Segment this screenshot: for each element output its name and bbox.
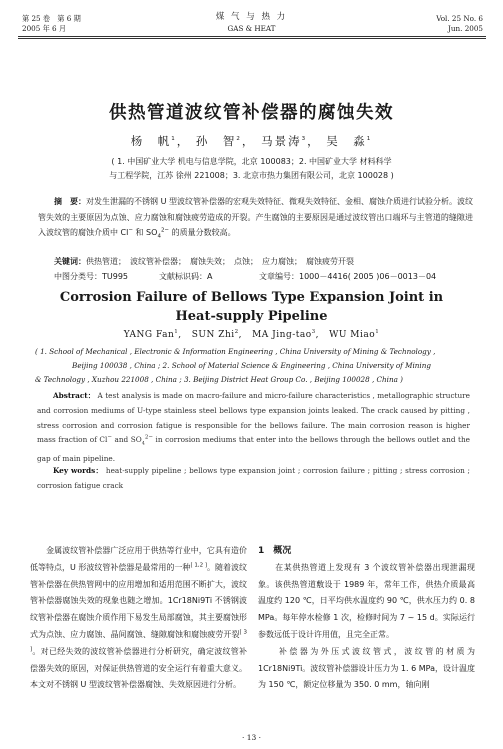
header-rule-thin — [18, 38, 486, 39]
authors-cn: 杨 帆$^1$， 孙 智$^2$， 马景涛$^3$， 吴 淼$^1$ — [130, 134, 373, 148]
abstract-en-label: Abstract： — [53, 391, 96, 400]
sulfate-sub: 4 — [141, 440, 145, 447]
abstract-cn — [38, 194, 473, 245]
body-text: 金属波纹管补偿器广泛应用于供热等行业中，它具有造价低等特点，U 形波纹管补偿器是最常用的一种 — [30, 546, 247, 572]
authors-en: YANG Fan$^1$, SUN Zhi$^2$, MA Jing-tao$^3$, WU Miao$^1$ — [123, 329, 380, 340]
body-left-column — [30, 543, 247, 694]
author-sup: 2 — [234, 329, 239, 335]
affiliation-cn-line: ( 1. 中国矿业大学 机电与信息学院，北京 100083；2. 中国矿业大学 材料科学 — [111, 157, 392, 166]
title-en-line: Corrosion Failure of Bellows Type Expansion Joint in — [59, 290, 444, 305]
author-en: YANG Fan — [123, 330, 175, 340]
title-cn: 供热管道波纹管补偿器的腐蚀失效 — [109, 103, 394, 123]
abstract-cn-label: 摘 要： — [54, 197, 87, 206]
abstract-cn-text: 和 SO — [132, 228, 158, 237]
author-sup: 1 — [174, 329, 179, 335]
article-number: 文章编号：1000－4416( 2005 )06－0013－04 — [259, 272, 437, 281]
body-right-column — [258, 543, 475, 694]
document-code: 文献标识码：A — [159, 272, 213, 281]
citation-ref: [ 1,2 ] — [190, 562, 207, 569]
keywords-en-label: Key words： — [53, 466, 104, 475]
header-rule — [18, 36, 486, 37]
keywords-cn — [54, 256, 354, 267]
author-en: WU Miao — [329, 330, 376, 340]
keywords-cn-label: 关键词： — [54, 257, 86, 266]
author-sup: 3 — [301, 136, 308, 143]
body-paragraph: 补偿器为外压式波纹管式，波纹管的材质为 1Cr18Ni9Ti。波纹管补偿器设计压力为 1. 6 MPa，设计温度为 150 ℃，额定位移量为 350. 0 mm，轴向刚 — [258, 646, 475, 690]
keywords-en-text: heat-supply pipeline ; bellows type expansion joint ; corrosion failure ; pitting ; stress corrosion ; corrosion fatigue crack — [37, 466, 470, 490]
chloride-sup: − — [128, 227, 133, 234]
author-cn: 杨 帆 — [130, 134, 172, 148]
author-sup: 2 — [236, 136, 242, 143]
author-en: SUN Zhi — [191, 330, 235, 340]
abstract-en-text: A test analysis is made on macro-failure and micro-failure characteristics , metallographic structure and corrosion mediums of U-type stainless steel bellows type expansion joints leaked. The crack caused by pitting , stress corrosion and corrosion fatigue is responsible for the bellows failure. The main corrosion reason is higher mass fraction of Cl — [37, 391, 470, 445]
author-cn: 吴 淼 — [326, 134, 367, 148]
chloride-sup: − — [107, 434, 112, 441]
author-sup: 3 — [311, 329, 316, 335]
affiliation-en-line: ( 1. School of Mechanical , Electronic & Information Engineering , China University of Mining & Technology , — [35, 347, 436, 356]
abstract-en — [37, 389, 470, 466]
sulfate-sub: 4 — [157, 233, 161, 240]
author-sup: 1 — [375, 329, 380, 335]
citation-ref: [ 3 ] — [30, 629, 247, 653]
author-en: MA Jing-tao — [252, 330, 312, 340]
body-text: 。随着波纹管补偿器在供热管网中的应用增加和适用范围不断扩大，波纹管补偿器腐蚀失效的现象也随之增加。1Cr18Ni9Ti 不锈钢波纹管补偿器在腐蚀介质作用下易发生局部腐蚀，其主要腐蚀形式为点蚀、应力腐蚀、晶间腐蚀、缝隙腐蚀和腐蚀疲劳开裂 — [30, 562, 247, 639]
affiliation-en-line: Beijing 100038 , China ; 2. School of Material Science & Engineering , China University of Mining — [72, 361, 431, 370]
sulfate-sup: 2− — [160, 227, 170, 234]
header-volume: 第 25 卷 第 6 期 — [22, 14, 81, 23]
title-en-line: Heat-supply Pipeline — [175, 309, 328, 324]
author-sup: 1 — [366, 136, 373, 143]
abstract-en-text: and SO — [111, 435, 142, 445]
abstract-cn-text: 对发生泄漏的不锈钢 U 型波纹管补偿器的宏观失效特征、微观失效特征、金相、腐蚀介质进行试验分析。波纹管失效的主要原因为点蚀、应力腐蚀和腐蚀疲劳造成的开裂。产生腐蚀的主要原因是通过波纹管出口端环与主管道的缝隙进入波纹管的腐蚀介质中 Cl — [38, 197, 474, 237]
title-en — [0, 288, 503, 326]
keywords-cn-text: 供热管道； 波纹管补偿器； 腐蚀失效； 点蚀； 应力腐蚀； 腐蚀疲劳开裂 — [86, 257, 354, 266]
author-sup: 1 — [171, 136, 177, 143]
header-date: 2005 年 6 月 — [22, 24, 67, 33]
abstract-en-text: in corrosion mediums that enter into the bellows through the bellows outlet and the gap of main pipeline. — [37, 435, 470, 463]
page-number: · 13 · — [241, 733, 262, 742]
affiliation-cn-line: 与工程学院，江苏 徐州 221008；3. 北京市热力集团有限公司，北京 100028 ) — [109, 171, 394, 180]
keywords-en — [37, 464, 470, 494]
author-cn: 孙 智 — [195, 134, 237, 148]
header-volume-en: Vol. 25 No. 6 — [436, 14, 483, 23]
journal-subtitle: GAS & HEAT — [227, 24, 276, 33]
clc-number: 中图分类号：TU995 — [54, 272, 129, 281]
header-date-en: Jun. 2005 — [447, 24, 483, 33]
affiliation-en-line: & Technology , Xuzhou 221008 , China ; 3. Beijing District Heat Group Co. , Beijing 100028 , China ) — [35, 375, 403, 384]
author-cn: 马景涛 — [261, 134, 302, 148]
abstract-cn-text: 的质量分数较高。 — [169, 228, 236, 237]
sulfate-sup: 2− — [144, 434, 154, 441]
body-text: 。对已经失效的波纹管补偿器进行分析研究，确定波纹管补偿器失效的原因，对保证供热管道的安全运行有着重大意义。本文对不锈钢 U 型波纹管补偿器腐蚀、失效原因进行分析。 — [30, 646, 247, 690]
section-heading: 1 概况 — [258, 546, 292, 556]
body-paragraph: 在某供热管道上发现有 3 个波纹管补偿器出现泄漏现象。该供热管道敷设于 1989 年，常年工作，供热介质最高温度约 120 ℃，日平均供水温度约 90 ℃，供水压力约 0. 8 MPa。每年停水检修 1 次，检修时间为 7 ~ 15 d。实际运行参数远低于设计许用值，且完全正常。 — [258, 562, 475, 639]
journal-title: 煤 气 与 热 力 — [215, 12, 288, 22]
